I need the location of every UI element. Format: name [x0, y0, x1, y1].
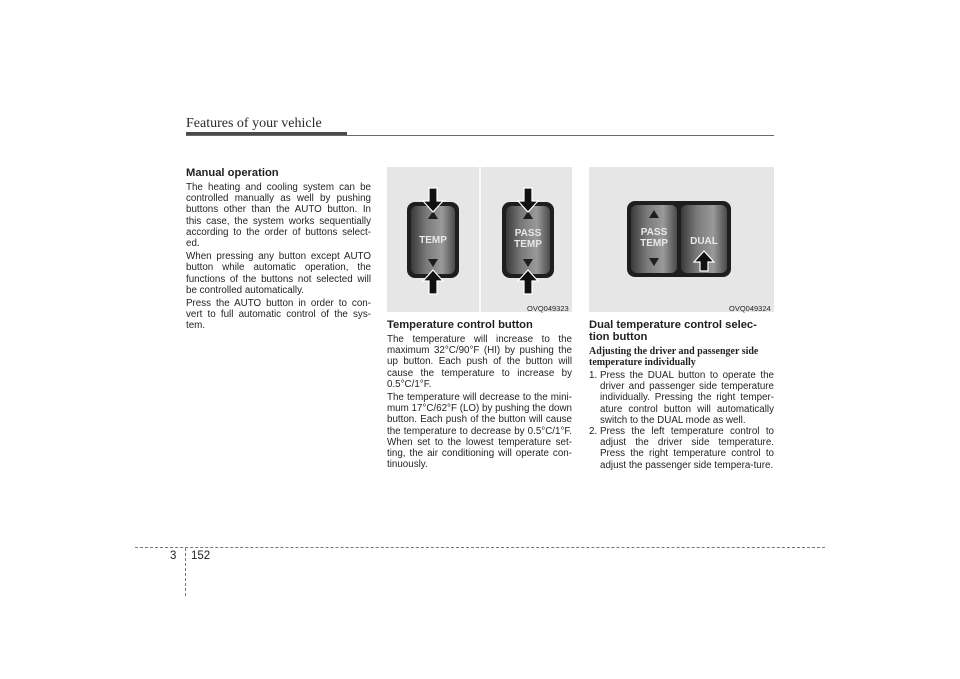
list-item-text: Press the DUAL button to operate the driver and passenger side temperature individually. Pressing the right temper-ature control button will automatically switch to the DUAL mode as well.	[600, 370, 774, 426]
dual-subheading: Adjusting the driver and passenger side temperature individually	[589, 346, 759, 368]
header-rule	[186, 135, 774, 136]
footer-divider	[185, 548, 186, 596]
page-number: 152	[191, 550, 211, 562]
manual-operation-heading: Manual operation	[186, 167, 279, 179]
list-item-number: 2.	[589, 426, 598, 438]
dual-control-section	[589, 319, 774, 471]
temperature-buttons-figure	[387, 167, 572, 312]
temperature-control-heading: Temperature control button	[387, 319, 533, 331]
pass-label: PASS	[514, 228, 542, 239]
temperature-control-section	[387, 319, 572, 472]
dual-pass-label: PASS	[640, 227, 668, 238]
dual-control-heading: Dual temperature control selec-tion button	[589, 319, 757, 343]
dual-pass-temp-label: TEMP	[640, 238, 668, 249]
chapter-number: 3	[170, 550, 177, 562]
manual-operation-section	[186, 167, 371, 334]
figure-caption-1: OVQ049323	[527, 304, 569, 313]
dual-buttons-figure	[589, 167, 774, 312]
manual-paragraph-2: When pressing any button except AUTO button while automatic operation, the functions of the buttons not selected will be controlled automatically.	[186, 251, 371, 296]
temp-label: TEMP	[419, 235, 447, 246]
list-item	[589, 370, 774, 426]
manual-paragraph-1: The heating and cooling system can be controlled manually as well by pushing buttons other than the AUTO button. In this case, the system works sequentially according to the order of buttons select-ed.	[186, 182, 371, 250]
figure-caption-2: OVQ049324	[729, 304, 771, 313]
list-item-number: 1.	[589, 370, 598, 381]
pass-temp-label: TEMP	[514, 239, 542, 250]
temperature-buttons-illustration	[387, 167, 572, 312]
dual-buttons-illustration	[589, 167, 774, 312]
temperature-paragraph-1: The temperature will increase to the maximum 32°C/90°F (HI) by pushing the up button. Each push of the button will cause the temperature to increase by 0.5°C/1°F.	[387, 334, 572, 390]
dual-label: DUAL	[690, 236, 718, 247]
manual-paragraph-3: Press the AUTO button in order to con-vert to full automatic control of the sys-tem.	[186, 298, 371, 332]
footer-rule	[135, 547, 825, 548]
temperature-paragraph-2: The temperature will decrease to the mini-mum 17°C/62°F (LO) by pushing the down button. Each push of the button will cause the temperature to decrease by 0.5°C/1°F. When set to the lowest temperature set-ting, the air conditioning will operate con-tinuously.	[387, 392, 572, 471]
list-item-text: Press the left temperature control to adjust the driver side temperature. Press the right temperature control to adjust the passenger side tempera-ture.	[600, 426, 774, 471]
list-item	[589, 426, 774, 471]
page-header-title: Features of your vehicle	[186, 116, 322, 131]
